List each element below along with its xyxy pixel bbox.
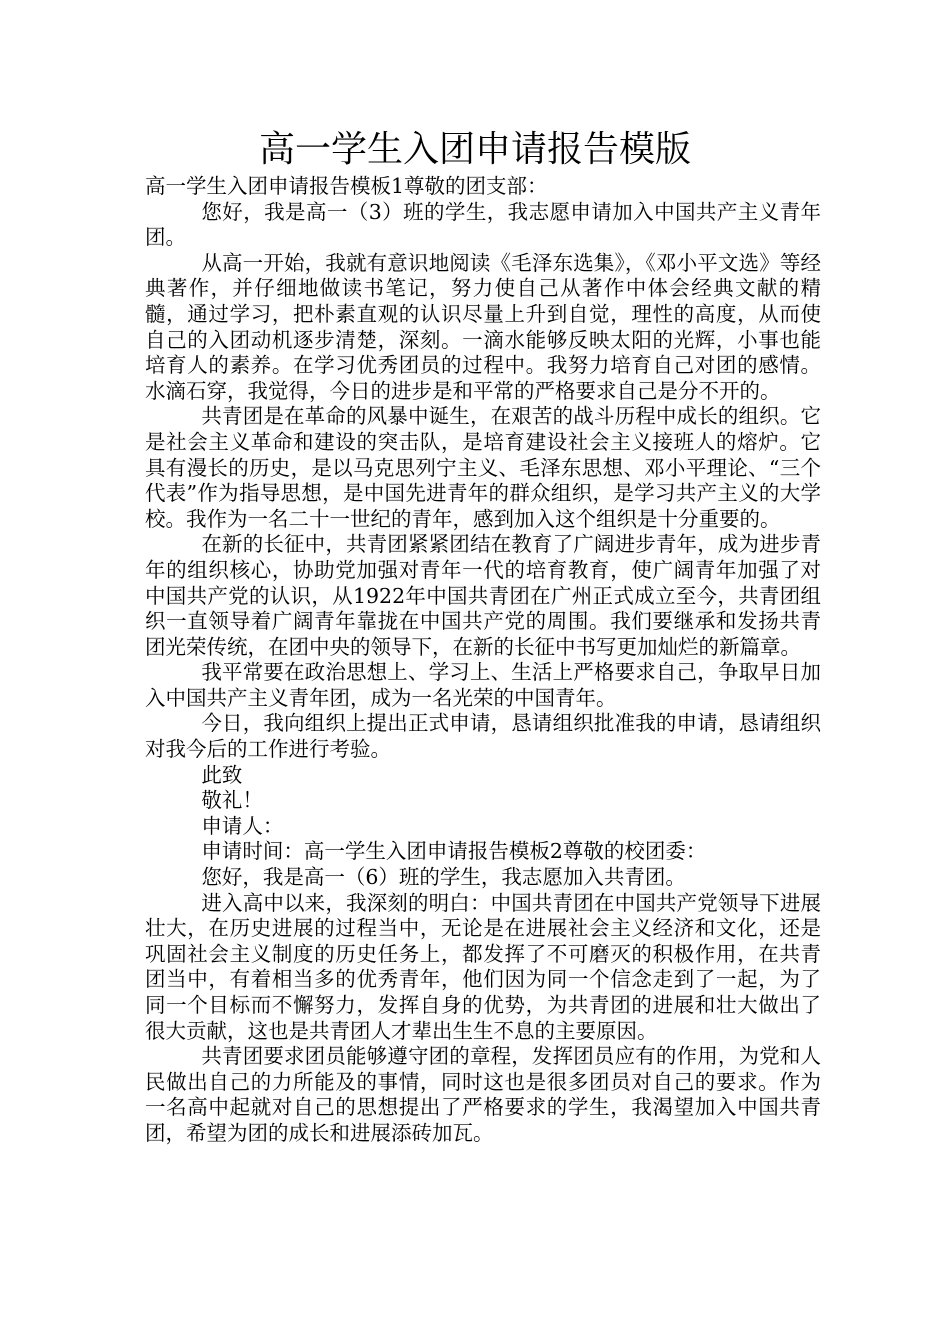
paragraph-13: 进入高中以来，我深刻的明白：中国共青团在中国共产党领导下进展壮大，在历史进展的过程当中，无论是在进展社会主义经济和文化，还是巩固社会主义制度的历史任务上，都发挥了不可磨灭的积极作用，在共青团当中，有着相当多的优秀青年，他们因为同一个信念走到了一起，为了同一个目标而不懈努力，发挥自身的优势，为共青团的进展和壮大做出了很大贡献，这也是共青团人才辈出生生不息的主要原因。 xyxy=(145,890,821,1043)
paragraph-6: 我平常要在政治思想上、学习上、生活上严格要求自己，争取早日加入中国共产主义青年团，成为一名光荣的中国青年。 xyxy=(145,660,821,710)
application-time-label: 申请时间：高一学生入团申请报告模板2尊敬的校团委： xyxy=(201,839,707,864)
closing-cizhi: 此致 xyxy=(201,762,243,787)
paragraph-12: 您好，我是高一（6）班的学生，我志愿加入共青团。 xyxy=(201,865,686,890)
paragraph-5: 在新的长征中，共青团紧紧团结在教育了广阔进步青年，成为进步青年的组织核心，协助党加强对青年一代的培育教育，使广阔青年加强了对中国共产党的认识，从1922年中国共青团在广州正式成立至今，共青团组织一直领导着广阔青年靠拢在中国共产党的周围。我们要继承和发扬共青团光荣传统，在团中央的领导下，在新的长征中书写更加灿烂的新篇章。 xyxy=(145,532,821,659)
applicant-label: 申请人： xyxy=(201,813,284,838)
paragraph-3: 从高一开始，我就有意识地阅读《毛泽东选集》，《邓小平文选》等经典著作，并仔细地做读书笔记，努力使自己从著作中体会经典文献的精髓，通过学习，把朴素直观的认识尽量上升到自觉，理性的高度，从而使自己的入团动机逐步清楚，深刻。一滴水能够反映太阳的光辉，小事也能培育人的素养。在学习优秀团员的过程中。我努力培育自己对团的感情。水滴石穿，我觉得，今日的进步是和平常的严格要求自己是分不开的。 xyxy=(145,250,821,403)
paragraph-4: 共青团是在革命的风暴中诞生，在艰苦的战斗历程中成长的组织。它是社会主义革命和建设的突击队，是培育建设社会主义接班人的熔炉。它具有漫长的历史，是以马克思列宁主义、毛泽东思想、邓小平理论、“三个代表”作为指导思想，是中国先进青年的群众组织，是学习共产主义的大学校。我作为一名二十一世纪的青年，感到加入这个组织是十分重要的。 xyxy=(145,404,821,531)
document-body xyxy=(145,174,821,1147)
closing-jingli: 敬礼！ xyxy=(201,788,263,813)
paragraph-7: 今日，我向组织上提出正式申请，恳请组织批准我的申请，恳请组织对我今后的工作进行考验。 xyxy=(145,711,821,762)
paragraph-2: 您好，我是高一（3）班的学生，我志愿申请加入中国共产主义青年团。 xyxy=(145,199,821,250)
document-title: 高一学生入团申请报告模版 xyxy=(258,129,691,170)
paragraph-14: 共青团要求团员能够遵守团的章程，发挥团员应有的作用，为党和人民做出自己的力所能及的事情，同时这也是很多团员对自己的要求。作为一名高中起就对自己的思想提出了严格要求的学生，我渴望加入中国共青团，希望为团的成长和进展添砖加瓦。 xyxy=(145,1044,821,1145)
paragraph-1: 高一学生入团申请报告模板1尊敬的团支部： xyxy=(145,174,548,198)
